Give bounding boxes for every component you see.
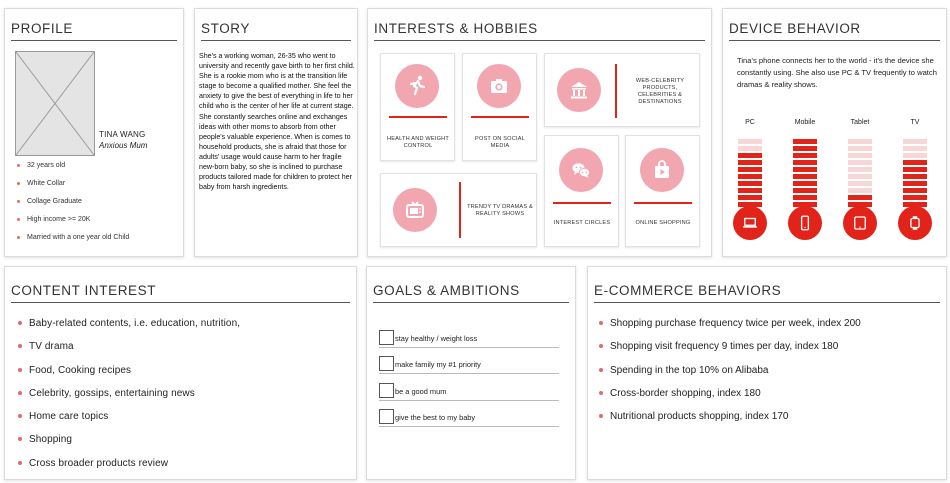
- usage-bar-segment: [848, 153, 872, 158]
- profile-role: Anxious Mum: [99, 141, 148, 150]
- profile-name: TINA WANG: [99, 130, 146, 139]
- accent-line: [471, 116, 529, 118]
- usage-bar-segment: [793, 174, 817, 179]
- usage-bar-segment: [793, 160, 817, 165]
- usage-bars: [903, 139, 927, 209]
- interest-tile-circles: [544, 135, 619, 247]
- accent-line: [634, 202, 692, 204]
- interest-label: POST ON SOCIAL MEDIA: [475, 136, 525, 149]
- list-item: Food, Cooking recipes: [17, 364, 240, 387]
- device-panel: [722, 8, 947, 257]
- camera-icon: [477, 64, 521, 108]
- interest-label: INTEREST CIRCLES: [553, 220, 611, 226]
- laptop-icon: [733, 206, 767, 240]
- usage-bars: [848, 139, 872, 209]
- list-item: Celebrity, gossips, entertaining news: [17, 387, 240, 410]
- usage-bar-segment: [738, 146, 762, 151]
- ecommerce-panel: [587, 266, 947, 480]
- goal-row: [379, 409, 559, 427]
- list-item: Cross-border shopping, index 180: [598, 387, 861, 410]
- usage-bars: [738, 139, 762, 209]
- content-interest-panel: [4, 266, 357, 480]
- list-item: Shopping visit frequency 9 times per day, index 180: [598, 340, 861, 363]
- usage-bar-segment: [903, 181, 927, 186]
- usage-bar-segment: [793, 146, 817, 151]
- usage-bar-segment: [903, 146, 927, 151]
- usage-bar-segment: [848, 195, 872, 200]
- interests-title: INTERESTS & HOBBIES: [374, 19, 705, 41]
- usage-bar-segment: [738, 195, 762, 200]
- content-interest-title: CONTENT INTEREST: [11, 281, 350, 303]
- device-label: TV: [910, 119, 920, 126]
- profile-photo-placeholder: [15, 51, 95, 156]
- usage-bar-segment: [903, 195, 927, 200]
- profile-fact: Married with a one year old Child: [15, 233, 129, 251]
- profile-fact: Collage Graduate: [15, 197, 129, 215]
- content-interest-list: [17, 317, 240, 480]
- interest-label: HEALTH AND WEIGHT CONTROL: [386, 136, 450, 149]
- list-item: Shopping: [17, 433, 240, 456]
- goals-title: GOALS & AMBITIONS: [373, 281, 569, 303]
- usage-bar-segment: [738, 160, 762, 165]
- story-text: She's a working woman, 26-35 who went to university and recently gave birth to her first child. She is a rookie mom who is at the transition life stage to become a qualified mother. She feel the anxiety to give the best of everything in life to her child who is the center of her life at current stage. She constantly searches online and exchanges ideas with other moms to absorb from other people's valuable experience. When is comes to household products, she is afraid that those for adults' usage would cause harm to her fragile new-born baby, so she is inclined to purchase products tailored made for children to protect her baby from harsh ingredients.: [199, 52, 355, 192]
- shopping-bag-icon: [640, 148, 684, 192]
- usage-bar-segment: [738, 167, 762, 172]
- list-item: Nutritional products shopping, index 170: [598, 410, 861, 433]
- device-title: DEVICE BEHAVIOR: [729, 19, 940, 41]
- interest-tile-celebrity: [544, 53, 700, 127]
- profile-facts: [15, 161, 129, 251]
- usage-bar-segment: [903, 153, 927, 158]
- interest-tile-social: [462, 53, 537, 161]
- list-item: TV drama: [17, 340, 240, 363]
- list-item: Baby-related contents, i.e. education, nutrition,: [17, 317, 240, 340]
- story-panel: [194, 8, 358, 257]
- profile-panel: [4, 8, 184, 257]
- goal-text: be a good mum: [395, 387, 447, 396]
- usage-bar-segment: [848, 188, 872, 193]
- interest-label: WEB-CELEBRITY PRODUCTS, CELEBRITIES & DESTINATIONS: [635, 78, 685, 105]
- profile-fact: High income >= 20K: [15, 215, 129, 233]
- usage-bars: [793, 139, 817, 209]
- usage-bar-segment: [738, 181, 762, 186]
- usage-bar-segment: [848, 167, 872, 172]
- usage-bar-segment: [793, 167, 817, 172]
- usage-bar-segment: [903, 188, 927, 193]
- usage-bar-segment: [793, 181, 817, 186]
- ecommerce-list: [598, 317, 861, 433]
- accent-line: [553, 202, 611, 204]
- goal-text: make family my #1 priority: [395, 360, 481, 369]
- list-item: Cross broader products review: [17, 457, 240, 480]
- usage-bar-segment: [848, 181, 872, 186]
- device-text: Tina's phone connects her to the world - it's the device she constantly using. She also use PC & TV frequently to watch dramas & reality shows.: [737, 56, 937, 89]
- museum-icon: [557, 68, 601, 112]
- list-item: Shopping purchase frequency twice per week, index 200: [598, 317, 861, 340]
- goal-checkbox[interactable]: [379, 330, 394, 345]
- usage-bar-segment: [793, 139, 817, 144]
- goals-panel: [366, 266, 576, 480]
- accent-line: [459, 182, 461, 238]
- smartwatch-icon: [898, 206, 932, 240]
- running-icon: [395, 64, 439, 108]
- usage-bar-segment: [903, 160, 927, 165]
- interest-label: ONLINE SHOPPING: [635, 220, 691, 226]
- usage-bar-segment: [738, 139, 762, 144]
- chat-icon: [559, 148, 603, 192]
- profile-title: PROFILE: [11, 19, 177, 41]
- usage-bar-segment: [738, 153, 762, 158]
- device-label: Tablet: [850, 119, 870, 126]
- tablet-icon: [843, 206, 877, 240]
- list-item: Home care topics: [17, 410, 240, 433]
- usage-bar-segment: [793, 195, 817, 200]
- usage-bar-segment: [848, 139, 872, 144]
- goal-checkbox[interactable]: [379, 383, 394, 398]
- device-label: PC: [745, 119, 755, 126]
- interest-tile-tv: [380, 173, 537, 247]
- interest-tile-health: [380, 53, 455, 161]
- goal-checkbox[interactable]: [379, 409, 394, 424]
- profile-fact: 32 years old: [15, 161, 129, 179]
- list-item: Spending in the top 10% on Alibaba: [598, 364, 861, 387]
- interest-label: TRENDY TV DRAMAS & REALITY SHOWS: [467, 204, 533, 217]
- interests-panel: [367, 8, 712, 257]
- usage-bar-segment: [903, 139, 927, 144]
- goal-text: give the best to my baby: [395, 413, 476, 422]
- goal-row: [379, 330, 559, 348]
- usage-bar-segment: [793, 153, 817, 158]
- mobile-icon: [788, 206, 822, 240]
- device-label: Mobile: [794, 119, 816, 126]
- usage-bar-segment: [793, 188, 817, 193]
- usage-bar-segment: [738, 188, 762, 193]
- accent-line: [389, 116, 447, 118]
- usage-bar-segment: [903, 174, 927, 179]
- usage-bar-segment: [738, 174, 762, 179]
- usage-bar-segment: [848, 146, 872, 151]
- usage-bar-segment: [848, 160, 872, 165]
- interest-tile-shopping: [625, 135, 700, 247]
- goal-row: [379, 356, 559, 374]
- ecommerce-title: E-COMMERCE BEHAVIORS: [594, 281, 940, 303]
- tv-icon: [393, 188, 437, 232]
- usage-bar-segment: [848, 174, 872, 179]
- goal-checkbox[interactable]: [379, 356, 394, 371]
- profile-fact: White Collar: [15, 179, 129, 197]
- usage-bar-segment: [903, 167, 927, 172]
- goal-text: stay healthy / weight loss: [395, 334, 478, 343]
- story-title: STORY: [201, 19, 351, 41]
- accent-line: [615, 64, 617, 118]
- goal-row: [379, 383, 559, 401]
